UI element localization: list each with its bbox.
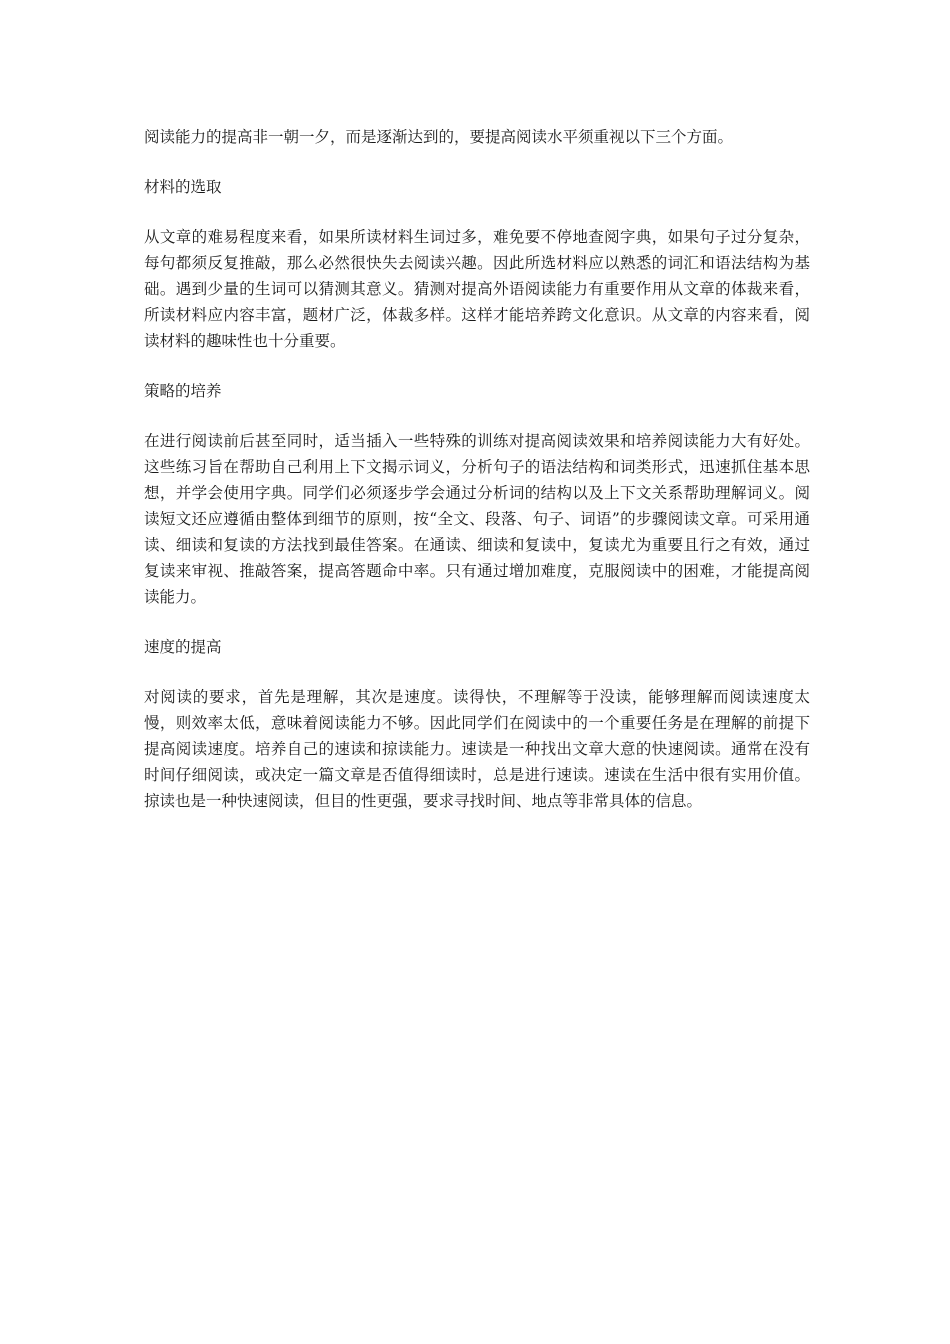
- section-heading-materials: 材料的选取: [144, 178, 222, 196]
- section-body-strategy: 在进行阅读前后甚至同时，适当插入一些特殊的训练对提高阅读效果和培养阅读能力大有好处。这些练习旨在帮助自己利用上下文揭示词义，分析句子的语法结构和词类形式，迅速抓住基本思想，并学会使用字典。同学们必须逐步学会通过分析词的结构以及上下文关系帮助理解词义。阅读短文还应遵循由整体到细节的原则，按“全文、段落、句子、词语”的步骤阅读文章。可采用通读、细读和复读的方法找到最佳答案。在通读、细读和复读中，复读尤为重要且行之有效，通过复读来审视、推敲答案，提高答题命中率。只有通过增加难度，克服阅读中的困难，才能提高阅读能力。: [144, 432, 810, 606]
- section-body-speed: 对阅读的要求，首先是理解，其次是速度。读得快，不理解等于没读，能够理解而阅读速度太慢，则效率太低，意味着阅读能力不够。因此同学们在阅读中的一个重要任务是在理解的前提下提高阅读速度。培养自己的速读和掠读能力。速读是一种找出文章大意的快速阅读。通常在没有时间仔细阅读，或决定一篇文章是否值得细读时，总是进行速读。速读在生活中很有实用价值。掠读也是一种快速阅读，但目的性更强，要求寻找时间、地点等非常具体的信息。: [144, 688, 810, 810]
- section-body-materials: 从文章的难易程度来看，如果所读材料生词过多，难免要不停地查阅字典，如果句子过分复杂，每句都须反复推敲，那么必然很快失去阅读兴趣。因此所选材料应以熟悉的词汇和语法结构为基础。遇到少量的生词可以猜测其意义。猜测对提高外语阅读能力有重要作用从文章的体裁来看，所读材料应内容丰富，题材广泛，体裁多样。这样才能培养跨文化意识。从文章的内容来看，阅读材料的趣味性也十分重要。: [144, 228, 810, 350]
- document-page: [144, 124, 810, 838]
- intro-paragraph: 阅读能力的提高非一朝一夕，而是逐渐达到的，要提高阅读水平须重视以下三个方面。: [144, 128, 734, 146]
- section-heading-strategy: 策略的培养: [144, 382, 222, 400]
- section-heading-speed: 速度的提高: [144, 638, 222, 656]
